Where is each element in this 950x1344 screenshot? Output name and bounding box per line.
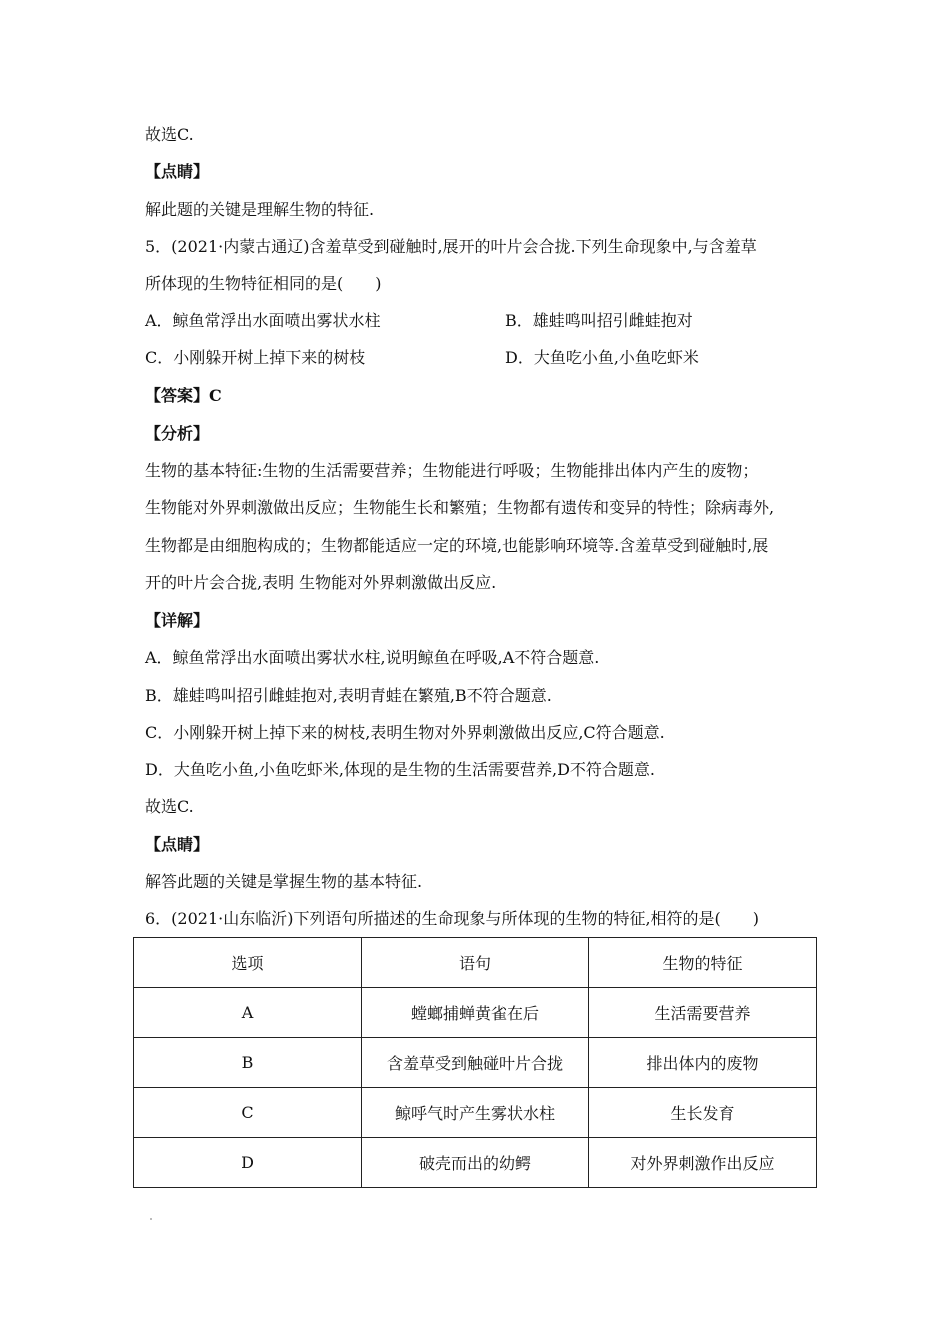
table-row: [134, 1088, 817, 1138]
table-cell: B: [134, 1038, 362, 1088]
table-cell: 生活需要营养: [589, 988, 817, 1038]
table-cell: 生长发育: [589, 1088, 817, 1138]
detail-c: C．小刚躲开树上掉下来的树枝,表明生物对外界刺激做出反应,C符合题意.: [145, 723, 665, 742]
table-row: [134, 988, 817, 1038]
option-b: B．雄蛙鸣叫招引雌蛙抱对: [505, 311, 693, 330]
tip-text-2: 解答此题的关键是掌握生物的基本特征.: [145, 872, 423, 891]
analysis-text-1: 生物的基本特征:生物的生活需要营养；生物能进行呼吸；生物能排出体内产生的废物；: [145, 461, 759, 480]
table-cell: 对外界刺激作出反应: [589, 1138, 817, 1188]
answer-line: 【答案】C: [145, 386, 222, 405]
table-row: [134, 1038, 817, 1088]
table-cell: A: [134, 988, 362, 1038]
detail-heading: 【详解】: [145, 611, 210, 630]
detail-b: B．雄蛙鸣叫招引雌蛙抱对,表明青蛙在繁殖,B不符合题意.: [145, 686, 552, 705]
detail-d: D．大鱼吃小鱼,小鱼吃虾米,体现的是生物的生活需要营养,D不符合题意.: [145, 760, 656, 779]
tip-heading: 【点睛】: [145, 162, 210, 181]
option-c: C．小刚躲开树上掉下来的树枝: [145, 348, 366, 367]
question-5-stem-cont: 所体现的生物特征相同的是( ): [145, 274, 382, 293]
table-cell: 排出体内的废物: [589, 1038, 817, 1088]
table-header-cell: 语句: [362, 938, 589, 988]
table-header-cell: 生物的特征: [589, 938, 817, 988]
conclusion-text: 故选C.: [145, 125, 194, 144]
option-d: D．大鱼吃小鱼,小鱼吃虾米: [505, 348, 699, 367]
detail-a: A．鲸鱼常浮出水面喷出雾状水柱,说明鲸鱼在呼吸,A不符合题意.: [145, 648, 600, 667]
table-cell: 含羞草受到触碰叶片合拢: [362, 1038, 589, 1088]
table-cell: 螳螂捕蝉黄雀在后: [362, 988, 589, 1038]
table-cell: 破壳而出的幼鳄: [362, 1138, 589, 1188]
analysis-heading: 【分析】: [145, 424, 210, 443]
analysis-text-3: 生物都是由细胞构成的；生物都能适应一定的环境,也能影响环境等.含羞草受到碰触时,展: [145, 536, 769, 555]
analysis-text-4: 开的叶片会合拢,表明 生物能对外界刺激做出反应.: [145, 573, 497, 592]
table-header-cell: 选项: [134, 938, 362, 988]
table-cell: D: [134, 1138, 362, 1188]
analysis-text-2: 生物能对外界刺激做出反应；生物能生长和繁殖；生物都有遗传和变异的特性；除病毒外,: [145, 498, 775, 517]
table-cell: 鲸呼气时产生雾状水柱: [362, 1088, 589, 1138]
detail-conclusion: 故选C.: [145, 797, 194, 816]
question-6-stem: 6．(2021·山东临沂)下列语句所描述的生命现象与所体现的生物的特征,相符的是( ): [145, 909, 760, 928]
page-mark: [150, 1218, 152, 1220]
table-row: [134, 1138, 817, 1188]
question-6-table: [133, 937, 817, 1188]
table-cell: C: [134, 1088, 362, 1138]
question-5-stem: 5．(2021·内蒙古通辽)含羞草受到碰触时,展开的叶片会合拢.下列生命现象中,与含羞草: [145, 237, 757, 256]
option-a: A．鲸鱼常浮出水面喷出雾状水柱: [145, 311, 381, 330]
tip-text: 解此题的关键是理解生物的特征.: [145, 200, 375, 219]
table-header-row: [134, 938, 817, 988]
tip-heading-2: 【点睛】: [145, 835, 210, 854]
